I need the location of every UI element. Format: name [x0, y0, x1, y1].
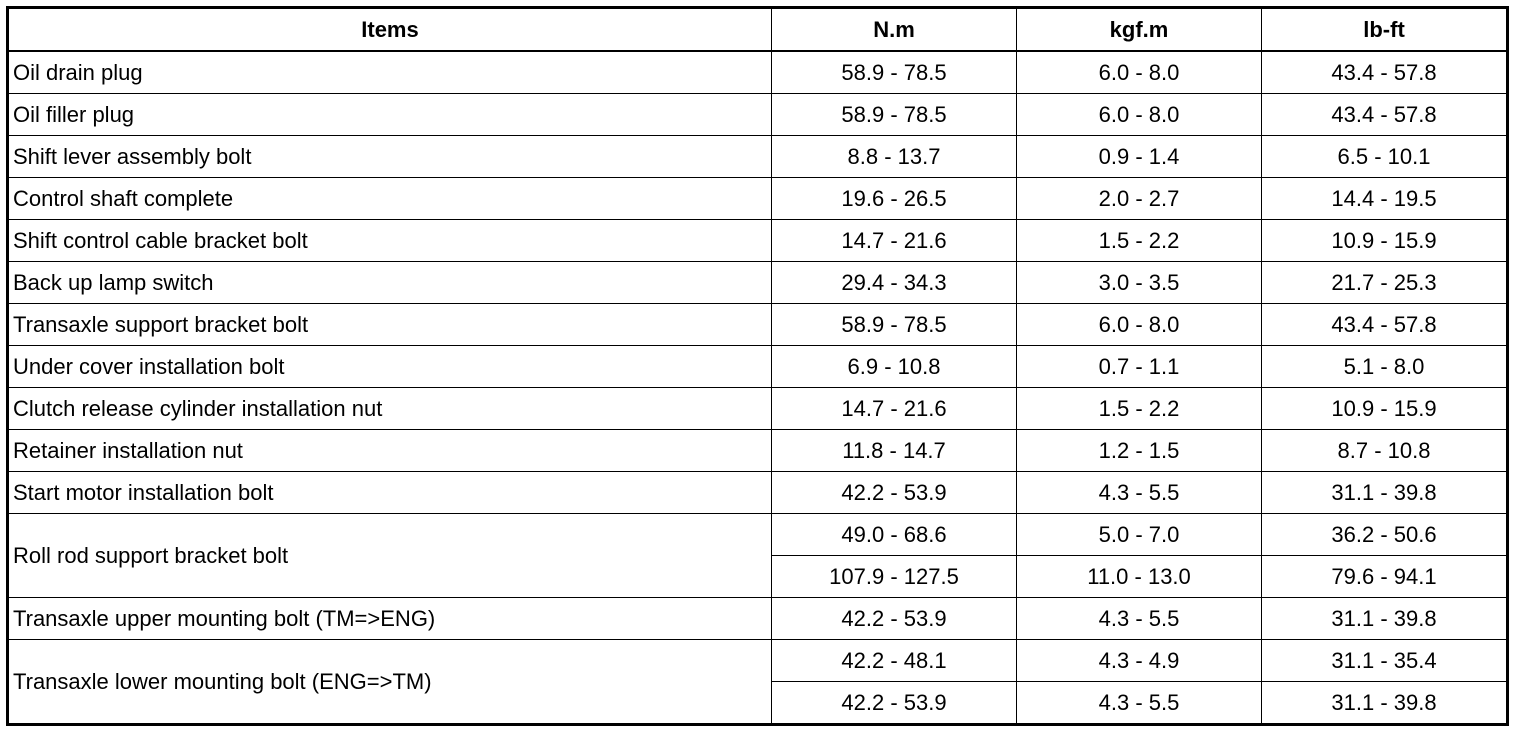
value-nm: 42.2 - 53.9: [772, 598, 1017, 640]
value-lbft: 8.7 - 10.8: [1262, 430, 1508, 472]
value-nm: 42.2 - 53.9: [772, 472, 1017, 514]
table-row: [8, 472, 1508, 514]
value-kgfm: 1.2 - 1.5: [1017, 430, 1262, 472]
value-kgfm: 4.3 - 5.5: [1017, 472, 1262, 514]
item-name: Clutch release cylinder installation nut: [8, 388, 772, 430]
value-nm: 58.9 - 78.5: [772, 304, 1017, 346]
value-nm: 58.9 - 78.5: [772, 94, 1017, 136]
value-lbft: 5.1 - 8.0: [1262, 346, 1508, 388]
value-lbft: 21.7 - 25.3: [1262, 262, 1508, 304]
table-row: [8, 51, 1508, 94]
value-lbft: 36.2 - 50.6: [1262, 514, 1508, 556]
item-name: Oil drain plug: [8, 51, 772, 94]
value-kgfm: 4.3 - 5.5: [1017, 598, 1262, 640]
table-row: [8, 136, 1508, 178]
value-lbft: 10.9 - 15.9: [1262, 220, 1508, 262]
table-row: [8, 178, 1508, 220]
header-kgfm: kgf.m: [1017, 8, 1262, 52]
table-row: [8, 640, 1508, 682]
value-kgfm: 4.3 - 4.9: [1017, 640, 1262, 682]
value-lbft: 31.1 - 39.8: [1262, 598, 1508, 640]
value-nm: 8.8 - 13.7: [772, 136, 1017, 178]
item-name: Transaxle lower mounting bolt (ENG=>TM): [8, 640, 772, 725]
value-kgfm: 6.0 - 8.0: [1017, 51, 1262, 94]
item-name: Control shaft complete: [8, 178, 772, 220]
item-name: Oil filler plug: [8, 94, 772, 136]
value-lbft: 79.6 - 94.1: [1262, 556, 1508, 598]
header-lbft: lb-ft: [1262, 8, 1508, 52]
value-lbft: 14.4 - 19.5: [1262, 178, 1508, 220]
value-kgfm: 2.0 - 2.7: [1017, 178, 1262, 220]
value-nm: 14.7 - 21.6: [772, 388, 1017, 430]
item-name: Roll rod support bracket bolt: [8, 514, 772, 598]
value-kgfm: 11.0 - 13.0: [1017, 556, 1262, 598]
table-row: [8, 388, 1508, 430]
value-kgfm: 0.7 - 1.1: [1017, 346, 1262, 388]
value-kgfm: 6.0 - 8.0: [1017, 94, 1262, 136]
table-body: [8, 51, 1508, 725]
value-kgfm: 1.5 - 2.2: [1017, 388, 1262, 430]
value-kgfm: 3.0 - 3.5: [1017, 262, 1262, 304]
table-row: [8, 430, 1508, 472]
table-row: [8, 94, 1508, 136]
value-lbft: 31.1 - 39.8: [1262, 472, 1508, 514]
item-name: Transaxle support bracket bolt: [8, 304, 772, 346]
value-lbft: 10.9 - 15.9: [1262, 388, 1508, 430]
item-name: Start motor installation bolt: [8, 472, 772, 514]
value-nm: 19.6 - 26.5: [772, 178, 1017, 220]
torque-spec-table: [6, 6, 1509, 726]
item-name: Retainer installation nut: [8, 430, 772, 472]
item-name: Shift lever assembly bolt: [8, 136, 772, 178]
item-name: Under cover installation bolt: [8, 346, 772, 388]
value-nm: 49.0 - 68.6: [772, 514, 1017, 556]
value-lbft: 43.4 - 57.8: [1262, 51, 1508, 94]
value-nm: 29.4 - 34.3: [772, 262, 1017, 304]
value-lbft: 43.4 - 57.8: [1262, 304, 1508, 346]
item-name: Back up lamp switch: [8, 262, 772, 304]
header-nm: N.m: [772, 8, 1017, 52]
header-row: [8, 8, 1508, 52]
value-lbft: 31.1 - 39.8: [1262, 682, 1508, 725]
value-kgfm: 1.5 - 2.2: [1017, 220, 1262, 262]
value-kgfm: 4.3 - 5.5: [1017, 682, 1262, 725]
table-row: [8, 514, 1508, 556]
value-nm: 58.9 - 78.5: [772, 51, 1017, 94]
item-name: Shift control cable bracket bolt: [8, 220, 772, 262]
value-lbft: 6.5 - 10.1: [1262, 136, 1508, 178]
header-items: Items: [8, 8, 772, 52]
value-kgfm: 6.0 - 8.0: [1017, 304, 1262, 346]
value-nm: 14.7 - 21.6: [772, 220, 1017, 262]
value-nm: 42.2 - 53.9: [772, 682, 1017, 725]
value-kgfm: 0.9 - 1.4: [1017, 136, 1262, 178]
value-nm: 107.9 - 127.5: [772, 556, 1017, 598]
value-nm: 11.8 - 14.7: [772, 430, 1017, 472]
value-kgfm: 5.0 - 7.0: [1017, 514, 1262, 556]
table-row: [8, 346, 1508, 388]
item-name: Transaxle upper mounting bolt (TM=>ENG): [8, 598, 772, 640]
table-row: [8, 598, 1508, 640]
table-row: [8, 220, 1508, 262]
value-lbft: 43.4 - 57.8: [1262, 94, 1508, 136]
value-lbft: 31.1 - 35.4: [1262, 640, 1508, 682]
table-row: [8, 304, 1508, 346]
value-nm: 6.9 - 10.8: [772, 346, 1017, 388]
table-row: [8, 262, 1508, 304]
value-nm: 42.2 - 48.1: [772, 640, 1017, 682]
